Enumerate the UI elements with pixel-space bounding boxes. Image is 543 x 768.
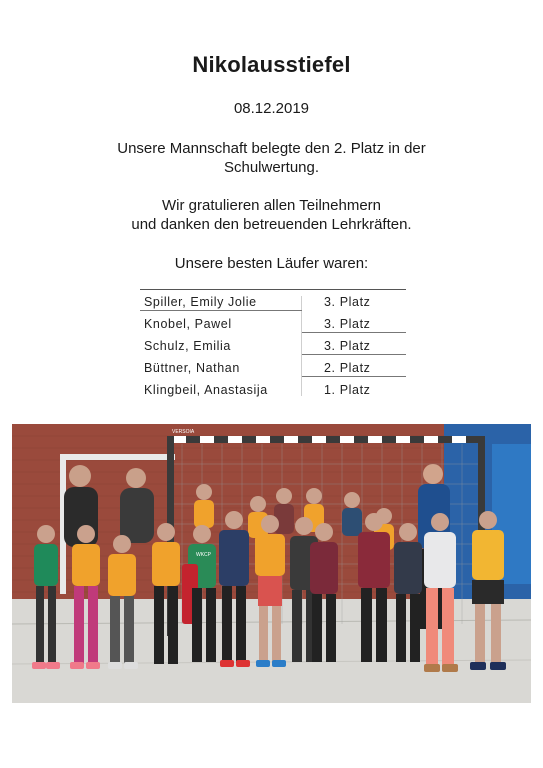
runner-name: Spiller, Emily Jolie [144,295,257,309]
goal-brand-label: VERSOIA [172,429,195,435]
document-title: Nikolausstiefel [192,52,351,77]
results-table [140,289,406,399]
runner-place: 2. Platz [324,361,371,375]
congratulation-paragraph [0,196,543,234]
runner-name: Klingbeil, Anastasija [144,383,268,397]
runner-place: 3. Platz [324,339,371,353]
best-runners-heading: Unsere besten Läufer waren: [174,255,369,272]
runner-name: Knobel, Pawel [144,317,232,331]
result-row [140,311,406,333]
team-photo [12,424,531,703]
side-goal-frame [60,454,175,460]
runner-place: 1. Platz [324,383,371,397]
result-row [140,289,406,311]
placement-paragraph [0,139,543,177]
runner-name: Schulz, Emilia [144,339,231,353]
runner-place: 3. Platz [324,295,371,309]
congratulation-line-1: Wir gratulieren allen Teilnehmern [162,197,381,214]
placement-line-1: Unsere Mannschaft belegte den 2. Platz in der [117,140,426,157]
runner-place: 3. Platz [324,317,371,331]
placement-line-2: Schulwertung. [223,159,320,176]
result-row [140,333,406,355]
team-photo-illustration [12,424,531,703]
result-row [140,377,406,399]
runner-name: Büttner, Nathan [144,361,240,375]
shirt-print: WKCP [196,552,211,558]
result-row [140,355,406,377]
event-date: 08.12.2019 [233,100,310,117]
congratulation-line-2: und danken den betreuenden Lehrkräften. [131,216,412,233]
